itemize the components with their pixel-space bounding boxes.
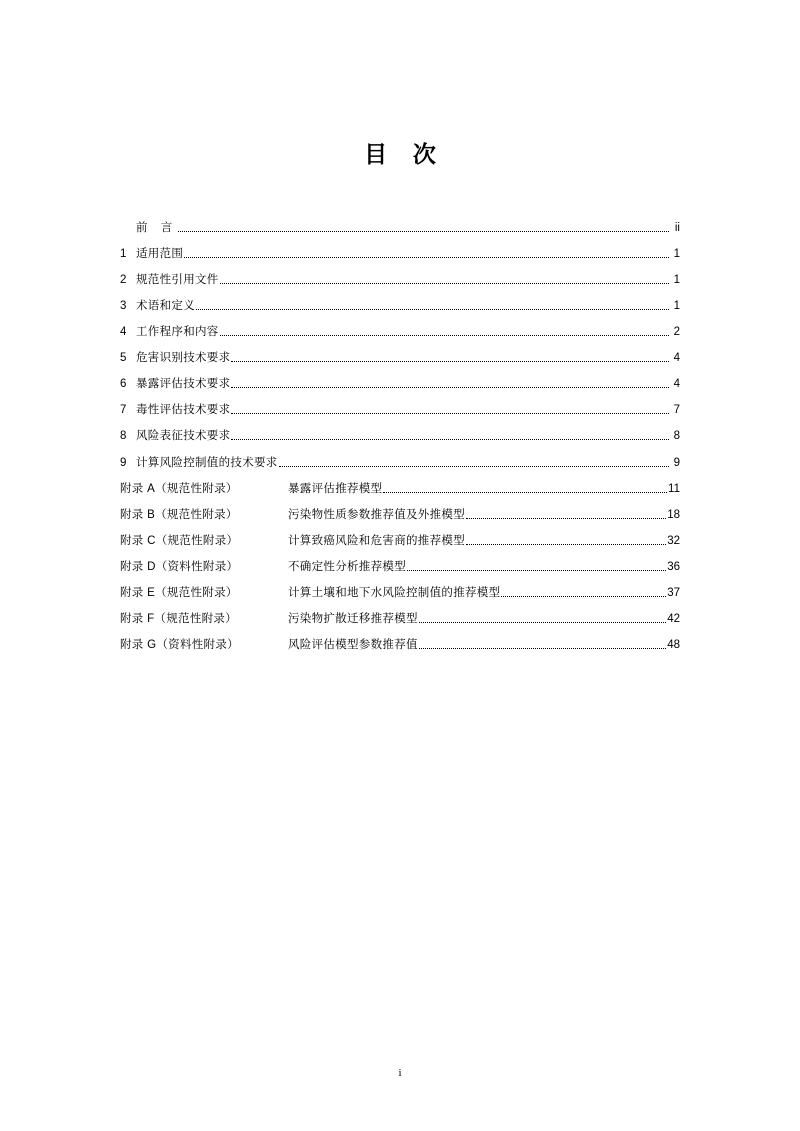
toc-leader-dots [279,458,669,467]
toc-entry-number: 6 [120,377,127,390]
toc-entry-page: 1 [673,273,680,286]
toc-entry-page: ii [674,221,680,234]
toc-entry-page: 18 [667,508,680,521]
toc-entry-page: 4 [673,351,680,364]
toc-entry-number: 4 [120,325,127,338]
toc-entry-page: 9 [673,456,680,469]
toc-entry[interactable] [120,286,680,312]
toc-entry-label: 附录 E（规范性附录） [120,586,238,599]
toc-leader-dots [501,588,666,597]
toc-entry-sublabel: 风险评估模型参数推荐值 [288,638,418,651]
toc-leader-dots [383,484,667,493]
toc-entry-label: 前 言 [136,221,178,234]
toc-entry-label: 适用范围 [136,247,184,260]
toc-entry-page: 42 [667,612,680,625]
toc-entry[interactable] [120,599,680,625]
toc-entry-page: 36 [667,560,680,573]
toc-leader-dots [231,405,669,414]
toc-entry[interactable] [120,573,680,599]
toc-leader-dots [231,379,669,388]
toc-entry-sublabel: 计算土壤和地下水风险控制值的推荐模型 [288,586,501,599]
toc-entry-page: 1 [673,247,680,260]
toc-entry[interactable] [120,495,680,521]
toc-leader-dots [196,301,669,310]
toc-entry-label: 计算风险控制值的技术要求 [136,456,278,469]
toc-entry-sublabel: 计算致癌风险和危害商的推荐模型 [288,534,465,547]
toc-leader-dots [466,510,666,519]
toc-leader-dots [178,223,669,232]
toc-entry[interactable] [120,312,680,338]
toc-leader-dots [407,562,666,571]
toc-entry-page: 2 [673,325,680,338]
toc-entry[interactable] [120,234,680,260]
toc-entry-page: 4 [673,377,680,390]
toc-entry[interactable] [120,625,680,651]
toc-entry-label: 附录 F（规范性附录） [120,612,238,625]
footer-page-number: i [398,1067,402,1079]
toc-entry-label: 附录 D（资料性附录） [120,560,239,573]
toc-entry-label: 附录 A（规范性附录） [120,482,238,495]
toc-leader-dots [419,640,666,649]
toc-leader-dots [231,431,669,440]
toc-entry-label: 危害识别技术要求 [136,351,231,364]
toc-entry-page: 48 [667,638,680,651]
toc-entry-number: 8 [120,429,127,442]
toc-leader-dots [419,614,666,623]
toc-entry-page: 32 [667,534,680,547]
toc-entry[interactable] [120,260,680,286]
toc-entry-label: 术语和定义 [136,299,195,312]
toc-entry-page: 7 [673,403,680,416]
toc-entry-label: 附录 G（资料性附录） [120,638,239,651]
toc-entry-sublabel: 污染物性质参数推荐值及外推模型 [288,508,465,521]
toc-entry-label: 工作程序和内容 [136,325,219,338]
toc-entry-sublabel: 污染物扩散迁移推荐模型 [288,612,418,625]
toc-entry-page: 11 [668,482,680,495]
toc-entry[interactable] [120,364,680,390]
toc-entry-number: 5 [120,351,127,364]
toc-entry-page: 37 [667,586,680,599]
toc-entry[interactable] [120,390,680,416]
toc-entry-page: 8 [673,429,680,442]
toc-leader-dots [220,327,669,336]
toc-entry[interactable] [120,416,680,442]
toc-entry-label: 毒性评估技术要求 [136,403,231,416]
toc-entry-label: 风险表征技术要求 [136,429,231,442]
toc-leader-dots [184,249,669,258]
toc-entry-sublabel: 暴露评估推荐模型 [288,482,383,495]
toc-entry[interactable] [120,521,680,547]
toc-entry[interactable] [120,208,680,234]
toc-entry-number: 1 [120,247,127,260]
toc-leader-dots [466,536,666,545]
page-title: 目 次 [364,142,446,167]
table-of-contents [120,208,680,651]
toc-entry[interactable] [120,469,680,495]
toc-leader-dots [231,353,669,362]
toc-entry[interactable] [120,442,680,469]
toc-entry-number: 3 [120,299,127,312]
toc-entry-label: 暴露评估技术要求 [136,377,231,390]
toc-entry-number: 7 [120,403,127,416]
toc-entry-page: 1 [673,299,680,312]
toc-entry[interactable] [120,338,680,364]
toc-leader-dots [220,275,669,284]
toc-entry-label: 规范性引用文件 [136,273,219,286]
toc-entry-number: 9 [120,456,127,469]
toc-entry-number: 2 [120,273,127,286]
toc-entry[interactable] [120,547,680,573]
toc-entry-label: 附录 C（规范性附录） [120,534,239,547]
toc-entry-label: 附录 B（规范性附录） [120,508,238,521]
toc-entry-sublabel: 不确定性分析推荐模型 [288,560,406,573]
